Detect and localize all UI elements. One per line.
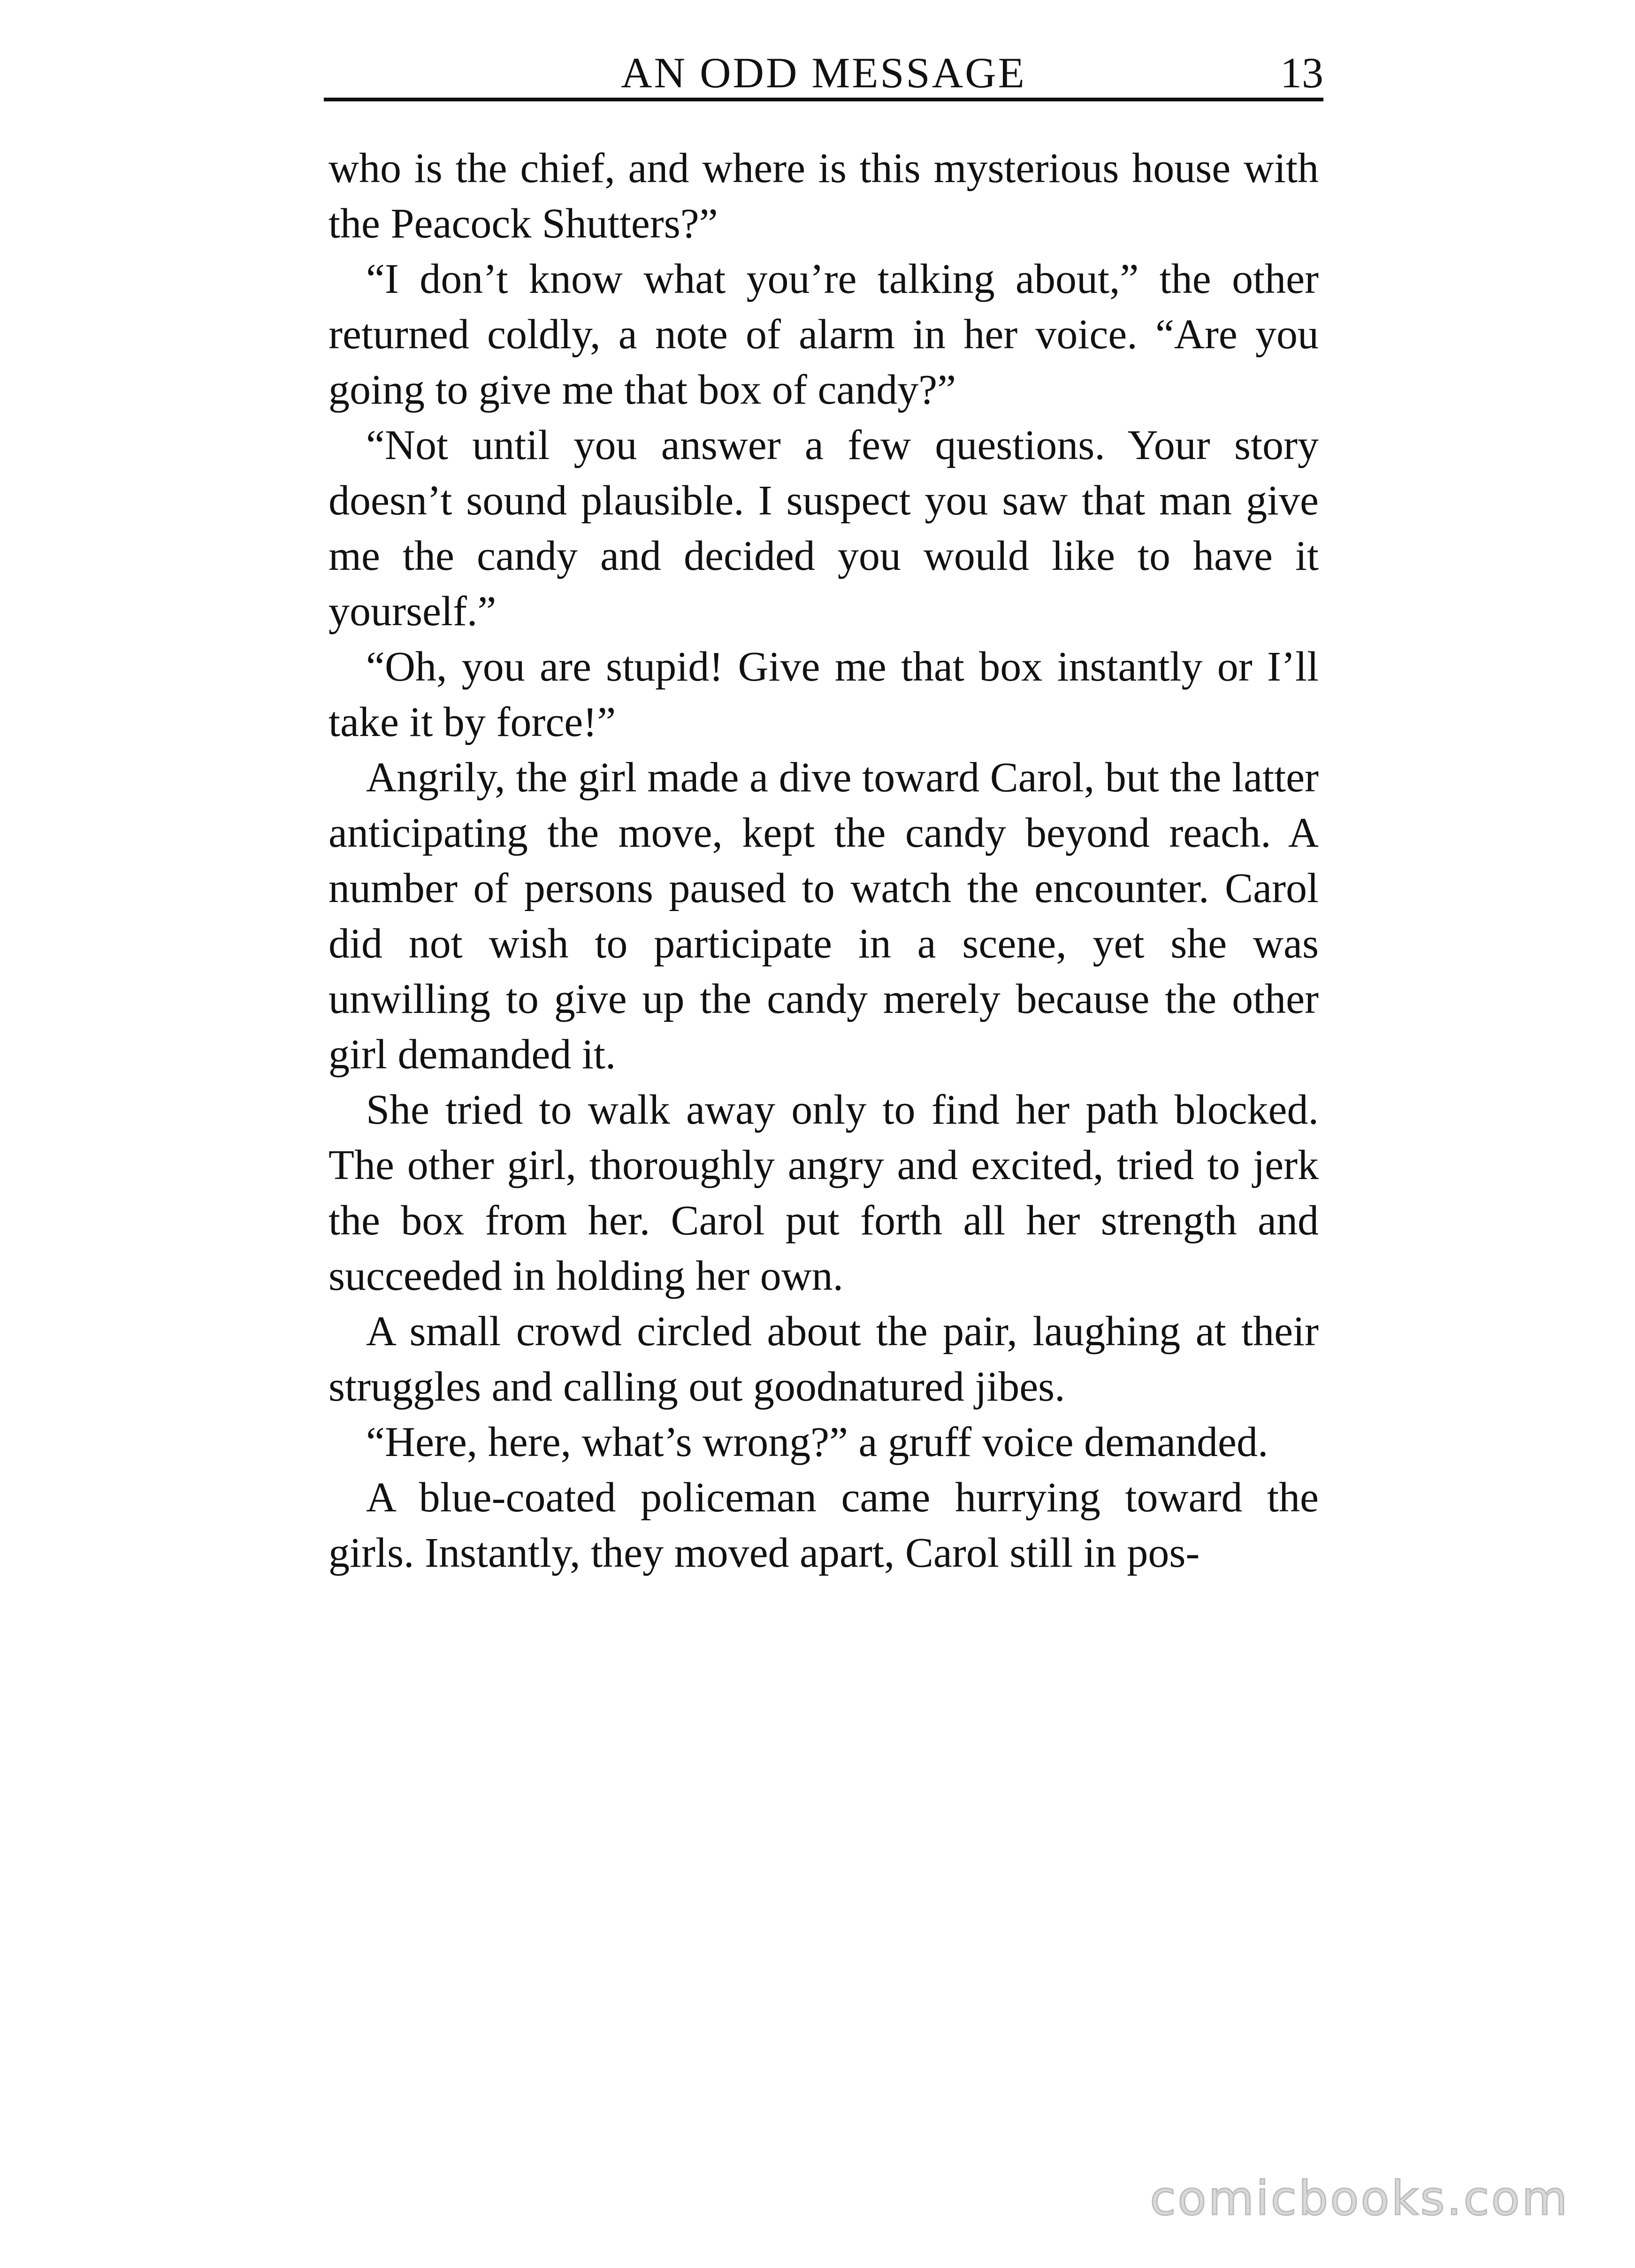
paragraph: “Here, here, what’s wrong?” a gruff voice demanded.	[366, 1419, 1268, 1465]
page-number: 13	[1280, 49, 1323, 97]
chapter-title: AN ODD MESSAGE	[621, 49, 1026, 97]
header-rule	[324, 98, 1323, 101]
watermark-text: comicbooks.com	[1150, 2171, 1569, 2226]
paragraph: “I don’t know what you’re talking about,” the other returned coldly, a note of alarm in her voice. “Are you going to give me that box of candy?”	[329, 256, 1319, 413]
paragraph: “Oh, you are stupid! Give me that box instantly or I’ll take it by force!”	[329, 644, 1319, 745]
running-header	[324, 45, 1323, 101]
paragraph: “Not until you answer a few questions. Your story doesn’t sound plausible. I suspect you saw that man give me the candy and decided you would like to have it yourself.”	[329, 422, 1319, 635]
paragraph: A small crowd circled about the pair, laughing at their struggles and calling out goodnatured jibes.	[329, 1308, 1319, 1410]
paragraph: who is the chief, and where is this mysterious house with the Peacock Shutters?”	[329, 145, 1319, 247]
paragraph: She tried to walk away only to find her path blocked. The other girl, thoroughly angry and excited, tried to jerk the box from her. Carol put forth all her strength and succeeded in holding her own.	[329, 1087, 1319, 1299]
paragraph: Angrily, the girl made a dive toward Carol, but the latter anticipating the move, kept the candy beyond reach. A number of persons paused to watch the encounter. Carol did not wish to participate in a scene, yet she was unwilling to give up the candy merely because the other girl demanded it.	[329, 754, 1319, 1078]
body-text	[329, 141, 1319, 1581]
paragraph: A blue-coated policeman came hurrying toward the girls. Instantly, they moved apart, Carol still in pos-	[329, 1474, 1319, 1576]
